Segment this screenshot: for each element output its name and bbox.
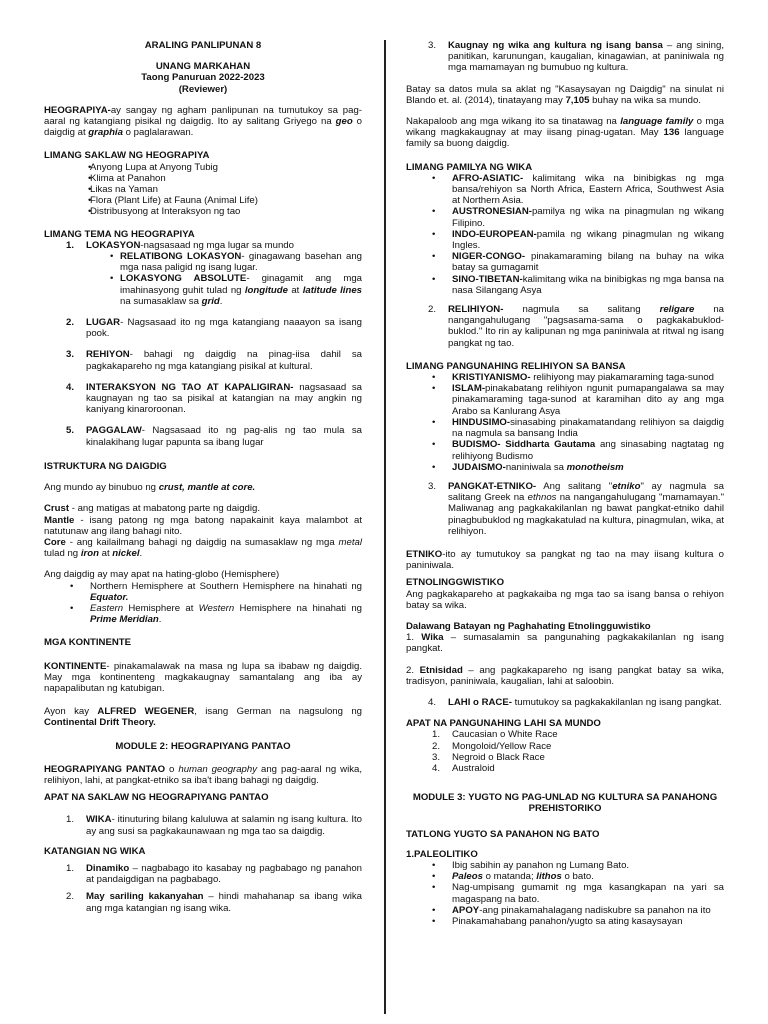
batayan-etnisidad: 2. Etnisidad – ang pagkakapareho ng isang pangkat batay sa wika, tradisyon, paniniwala, kaugalian, lahi at saloobin. [406, 664, 725, 687]
list-item: • LOKASYONG ABSOLUTE- ginagamit ang mga imahinasyong guhit tulad ng longitude at latitude lines na sumasaklaw sa grid. [44, 273, 362, 307]
list-item: • KRISTIYANISMO- relihiyong may piakamaraming taga-sunod [406, 372, 724, 383]
subject-title: ARALING PANLIPUNAN 8 [144, 40, 262, 51]
katangian-heading: KATANGIAN NG WIKA [44, 845, 146, 857]
list-item: 2. Mongoloid/Yellow Race [432, 740, 552, 752]
kontinente-definition: KONTINENTE- pinakamalawak na masa ng lupa sa ibabaw ng daigdig. May mga kontinenteng magkakaugnay samantalang ang iba ay napapalibutan ng katubigan. [44, 660, 362, 694]
list-item: • Flora (Plant Life) at Fauna (Animal Life) [44, 195, 362, 206]
module3-heading: MODULE 3: YUGTO NG PAG-UNLAD NG KULTURA SA PANAHONG [412, 792, 718, 804]
language-family-paragraph: Nakapaloob ang mga wikang ito sa tinatawag na language family o mga wikang magkakaugnay at may iisang pinag-ugatan. May 136 language family sa buong daigdig. [406, 116, 724, 150]
list-item: • Klima at Panahon [44, 173, 362, 184]
list-item: • AFRO-ASIATIC- kalimitang wika na binibigkas ng mga bansa/rehiyon sa North Africa, Eastern Africa, Southwest Asia at Northern Asia. [406, 173, 724, 207]
dalawang-batayan-heading: Dalawang Batayan ng Paghahating Etnolingguwistiko [406, 620, 651, 632]
list-item: 3. Negroid o Black Race [432, 751, 545, 763]
list-item: • Nag-umpisang gumamit ng mga kasangkapan na yari sa magaspang na bato. [406, 882, 724, 904]
istruktura-heading: ISTRUKTURA NG DAIGDIG [44, 460, 167, 472]
heograpiya-definition: HEOGRAPIYA-ay sangay ng agham panlipunan na tumutukoy sa pag-aaral ng katangiang pisikal ng daigdig. Ito ay salitang Griyego na geo o daigdig at graphia o paglalarawan. [44, 104, 362, 139]
list-item: • Pinakamahabang panahon/yugto sa ating kasaysayan [406, 916, 724, 927]
etnolinggwistiko-heading: ETNOLINGGWISTIKO [406, 577, 505, 589]
module2-heading: MODULE 2: HEOGRAPIYANG PANTAO [115, 740, 291, 752]
lahi-list [406, 729, 724, 774]
school-year: Taong Panuruan 2022-2023 [141, 72, 265, 84]
tatlong-yugto-heading: TATLONG YUGTO SA PANAHON NG BATO [406, 828, 600, 840]
etnolinggwistiko-definition: Ang pagkakapareho at pagkakaiba ng mga tao sa isang bansa o rehiyon batay sa wika. [406, 588, 724, 611]
etniko-definition: ETNIKO-ito ay tumutukoy sa pangkat ng tao na may iisang kultura o paniniwala. [406, 548, 724, 572]
list-item: • Eastern Hemisphere at Western Hemisphere na hinahati ng Prime Meridian. [44, 603, 362, 625]
istruktura-intro: Ang mundo ay binubuo ng crust, mantle at core. [44, 482, 256, 494]
saklaw-list [44, 162, 362, 218]
list-item: • Distribusyong at Interaksyon ng tao [44, 206, 362, 217]
saklaw-heading: LIMANG SAKLAW NG HEOGRAPIYA [44, 150, 210, 162]
katangian-dinamiko: 1. Dinamiko – nagbabago ito kasabay ng pagbabago ng panahon at pandaigdigan na pagbabago. [66, 862, 362, 886]
hemisphere-intro: Ang daigdig ay may apat na hating-globo (Hemisphere) [44, 569, 280, 581]
list-item: • Northern Hemisphere at Southern Hemisphere na hinahati ng Equator. [44, 581, 362, 603]
list-item: 4. Australoid [432, 762, 495, 774]
left-column [44, 40, 362, 914]
pamilya-heading: LIMANG PAMILYA NG WIKA [406, 161, 533, 173]
lahi-item: 4. LAHI o RACE- tumutukoy sa pagkakakilanlan ng isang pangkat. [428, 696, 722, 708]
katangian-kakanyahan: 2. May sariling kakanyahan – hindi mahahanap sa ibang wika ang mga katangian ng isang wika. [66, 891, 362, 914]
list-item: • AUSTRONESIAN-pamilya ng wika na pinagmulan ng wikang Filipino. [406, 206, 724, 228]
kontinente-heading: MGA KONTINENTE [44, 637, 132, 649]
apat-saklaw-heading: APAT NA SAKLAW NG HEOGRAPIYANG PANTAO [44, 792, 269, 804]
list-item: • Likas na Yaman [44, 184, 362, 195]
datos-paragraph: Batay sa datos mula sa aklat ng "Kasaysayan ng Daigdig" na sinulat ni Blando et. al. (2014), tinatayang may 7,105 buhay na wika sa mundo. [406, 83, 724, 106]
list-item: • APOY-ang pinakamahalagang nadiskubre sa panahon na ito [406, 905, 724, 916]
relihiyon-heading: LIMANG PANGUNAHING RELIHIYON SA BANSA [406, 360, 626, 372]
reviewer-label: (Reviewer) [178, 83, 228, 95]
tema-lugar: 2. LUGAR- Nagsasaad ito ng mga katangiang naaayon sa isang pook. [66, 317, 362, 340]
crust-definition: Crust - ang matigas at mabatong parte ng daigdig. [44, 503, 260, 515]
tema-paggalaw: 5. PAGGALAW- Nagsasaad ito ng pag-alis ng tao mula sa kinalakihang lugar papunta sa ibang lugar [66, 425, 362, 448]
heograpiyang-pantao-definition: HEOGRAPIYANG PANTAO o human geography ang pag-aaral ng wika, relihiyon, lahi, at pangkat-etniko sa iba't ibang bahagi ng daigdig. [44, 763, 363, 786]
hemisphere-list [44, 581, 362, 626]
list-item: • SINO-TIBETAN-kalimitang wika na binibigkas ng mga bansa na nasa Silangang Asya [406, 274, 724, 296]
wegener-note: Ayon kay ALFRED WEGENER, isang German na nagsulong ng Continental Drift Theory. [44, 706, 363, 729]
list-item: • ISLAM-pinakabatang relihiyon ngunit pumapangalawa sa may pinakamaraming taga-sunod at karamihan dito ay ang mga Arabo sa Kanlurang Asya [406, 383, 724, 417]
list-item: 1. Caucasian o White Race [432, 729, 558, 741]
right-column [406, 40, 724, 927]
list-item: • JUDAISMO-naniniwala sa monotheism [406, 462, 724, 473]
relihiyon-list [406, 372, 724, 473]
mantle-definition: Mantle - isang patong ng mga batong napakainit kaya malambot at natutunaw ang ilang bahagi nito. [44, 514, 362, 537]
list-item: • Anyong Lupa at Anyong Tubig [44, 162, 362, 173]
list-item: • NIGER-CONGO- pinakamaraming bilang na buhay na wika batay sa gumagamit [406, 251, 724, 273]
paleolitiko-list [406, 860, 724, 927]
relihiyon-item: 2. RELIHIYON- nagmula sa salitang religare na nangangahulugang "pagsasama-sama o pagkakabuklod-buklod." Ito rin ay kalipunan ng mga paniniwala at ritwal ng isang pangkat ng tao. [428, 304, 724, 349]
list-item: • INDO-EUROPEAN-pamila ng wikang pinagmulan ng wikang Ingles. [406, 229, 724, 251]
list-item: • BUDISMO- Siddharta Gautama ang sinasabing nagtatag ng relihiyong Budismo [406, 439, 724, 461]
list-item: • HINDUSIMO-sinasabing pinakamatandang relihiyon sa daigdig na nagmula sa bansang India [406, 417, 724, 439]
tema-interaksyon: 4. INTERAKSYON NG TAO AT KAPALIGIRAN- nagsasaad sa kaugnayan ng tao sa pisikal at katangian na may angkin ng kaniyang kinaroroonan. [66, 381, 363, 416]
list-item: • Paleos o matanda; lithos o bato. [406, 871, 724, 882]
quarter-title: UNANG MARKAHAN [155, 61, 251, 73]
list-item: • RELATIBONG LOKASYON- ginagawang basehan ang mga nasa paligid ng isang lugar. [44, 251, 362, 273]
pamilya-list [406, 173, 724, 296]
tema-heading: LIMANG TEMA NG HEOGRAPIYA [44, 228, 195, 240]
module3-heading-line2: PREHISTORIKO [528, 803, 602, 815]
tema-rehiyon: 3. REHIYON- bahagi ng daigdig na pinag-iisa dahil sa pagkakapareho ng mga katangiang pisikal at kultural. [66, 349, 362, 372]
core-definition: Core - ang kailailmang bahagi ng daigdig na sumasaklaw ng mga metal tulad ng iron at nickel. [44, 536, 362, 560]
lahi-heading: APAT NA PANGUNAHING LAHI SA MUNDO [406, 718, 601, 730]
katangian-kultura: 3. Kaugnay ng wika ang kultura ng isang bansa – ang sining, panitikan, karunungan, kaugalian, kinagawian, at paniniwala ng mga mamamayan ng bumubuo ng kultura. [428, 40, 724, 74]
paleolitiko-heading: 1.PALEOLITIKO [406, 848, 478, 860]
list-item: • Ibig sabihin ay panahon ng Lumang Bato. [406, 860, 724, 871]
lokasyon-sublist [44, 251, 362, 307]
wika-item: 1. WIKA- itinuturing bilang kaluluwa at salamin ng isang kultura. Ito ay ang susi sa pagkakaunawaan ng mga tao sa daigdig. [66, 814, 362, 837]
batayan-wika: 1. Wika – sumasalamin sa pangunahing pagkakakilanlan ng isang pangkat. [406, 632, 724, 655]
column-divider [384, 40, 386, 1014]
pangkat-etniko-item: 3. PANGKAT-ETNIKO- Ang salitang "etniko" ay nagmula sa salitang Greek na ethnos na nangangahulugang "mamamayan." Maliwanag ang pagkakakilanlan ng bawat pangkat-etniko dahil pinagbubuklod ng magkakatulad na kultura, pinagmulan, wika, at relihiyon. [428, 480, 724, 537]
tema-lokasyon: 1. LOKASYON-nagsasaad ng mga lugar sa mundo [66, 239, 294, 251]
